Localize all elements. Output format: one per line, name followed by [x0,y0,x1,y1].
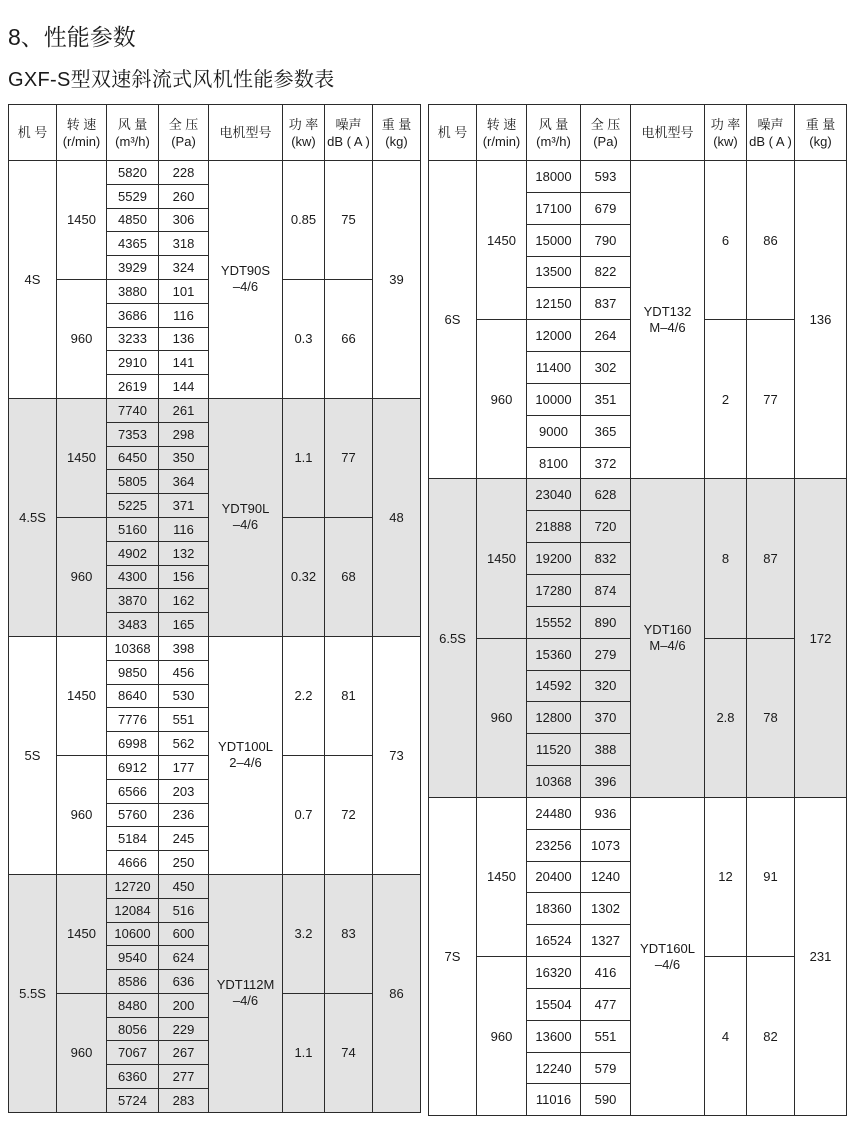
weight-cell: 48 [373,398,421,636]
speed-cell: 960 [477,957,527,1116]
column-header-label: 重 量 [381,116,412,132]
speed-cell: 960 [57,517,107,636]
pressure-cell: 1240 [581,861,631,893]
pressure-cell: 450 [159,874,209,898]
airflow-cell: 4902 [107,541,159,565]
airflow-cell: 18000 [527,161,581,193]
airflow-cell: 5160 [107,517,159,541]
airflow-cell: 12720 [107,874,159,898]
pressure-cell: 320 [581,670,631,702]
airflow-cell: 5225 [107,494,159,518]
pressure-cell: 141 [159,351,209,375]
airflow-cell: 10368 [527,766,581,798]
airflow-cell: 17280 [527,574,581,606]
pressure-cell: 177 [159,755,209,779]
airflow-cell: 19200 [527,543,581,575]
table-row [9,398,421,422]
airflow-cell: 8480 [107,993,159,1017]
performance-table-left [8,104,421,1113]
speed-cell: 1450 [477,797,527,956]
airflow-cell: 7776 [107,708,159,732]
pressure-cell: 279 [581,638,631,670]
airflow-cell: 5724 [107,1089,159,1113]
pressure-cell: 283 [159,1089,209,1113]
airflow-cell: 12084 [107,898,159,922]
column-header-label: 转 速 [486,116,517,132]
pressure-cell: 156 [159,565,209,589]
airflow-cell: 8100 [527,447,581,479]
pressure-cell: 416 [581,957,631,989]
airflow-cell: 24480 [527,797,581,829]
column-header [429,105,477,161]
column-header [705,105,747,161]
airflow-cell: 5760 [107,803,159,827]
pressure-cell: 302 [581,352,631,384]
column-header-unit: (kw) [713,133,738,149]
motor-model-cell: YDT160 M–4/6 [631,479,705,797]
pressure-cell: 116 [159,303,209,327]
pressure-cell: 132 [159,541,209,565]
noise-cell: 86 [747,161,795,320]
airflow-cell: 5184 [107,827,159,851]
column-header [631,105,705,161]
airflow-cell: 5805 [107,470,159,494]
speed-cell: 960 [57,755,107,874]
airflow-cell: 3233 [107,327,159,351]
pressure-cell: 936 [581,797,631,829]
pressure-cell: 396 [581,766,631,798]
airflow-cell: 6450 [107,446,159,470]
power-cell: 12 [705,797,747,956]
table-row [429,161,847,193]
airflow-cell: 7067 [107,1041,159,1065]
airflow-cell: 7353 [107,422,159,446]
column-header-unit: (r/min) [62,133,101,149]
airflow-cell: 6998 [107,732,159,756]
power-cell: 2.8 [705,638,747,797]
pressure-cell: 260 [159,184,209,208]
airflow-cell: 15552 [527,606,581,638]
column-header-unit: (r/min) [482,133,521,149]
pressure-cell: 628 [581,479,631,511]
speed-cell: 1450 [57,161,107,280]
airflow-cell: 3483 [107,613,159,637]
column-header [795,105,847,161]
speed-cell: 1450 [57,874,107,993]
pressure-cell: 832 [581,543,631,575]
column-header [283,105,325,161]
performance-table-right [428,104,847,1116]
airflow-cell: 9850 [107,660,159,684]
column-header [57,105,107,161]
power-cell: 8 [705,479,747,638]
airflow-cell: 16320 [527,957,581,989]
column-header-label: 机 号 [437,125,468,140]
column-header-label: 电机型号 [219,125,272,140]
airflow-cell: 20400 [527,861,581,893]
header-row [9,105,421,161]
column-header [477,105,527,161]
column-header-label: 全 压 [168,116,199,132]
pressure-cell: 720 [581,511,631,543]
pressure-cell: 874 [581,574,631,606]
column-header-label: 风 量 [538,116,569,132]
speed-cell: 960 [57,279,107,398]
table-title: GXF-S型双速斜流式风机性能参数表 [8,69,335,91]
fan-model-cell: 6.5S [429,479,477,797]
noise-cell: 78 [747,638,795,797]
column-header-label: 电机型号 [641,125,694,140]
noise-cell: 83 [325,874,373,993]
speed-cell: 1450 [477,161,527,320]
pressure-cell: 351 [581,383,631,415]
pressure-cell: 579 [581,1052,631,1084]
pressure-cell: 371 [159,494,209,518]
fan-model-cell: 4S [9,161,57,399]
power-cell: 3.2 [283,874,325,993]
column-header-label: 噪声 [335,116,362,132]
column-header [209,105,283,161]
airflow-cell: 10000 [527,383,581,415]
airflow-cell: 8586 [107,970,159,994]
pressure-cell: 228 [159,161,209,185]
power-cell: 0.85 [283,161,325,280]
table-row [9,161,421,185]
column-header-label: 转 速 [66,116,97,132]
airflow-cell: 6360 [107,1065,159,1089]
pressure-cell: 370 [581,702,631,734]
airflow-cell: 11520 [527,734,581,766]
noise-cell: 75 [325,161,373,280]
pressure-cell: 456 [159,660,209,684]
pressure-cell: 790 [581,224,631,256]
airflow-cell: 11016 [527,1084,581,1116]
pressure-cell: 822 [581,256,631,288]
motor-model-cell: YDT90L –4/6 [209,398,283,636]
airflow-cell: 2619 [107,375,159,399]
airflow-cell: 15360 [527,638,581,670]
pressure-cell: 203 [159,779,209,803]
power-cell: 0.3 [283,279,325,398]
column-header-label: 机 号 [17,125,48,140]
power-cell: 0.7 [283,755,325,874]
pressure-cell: 1302 [581,893,631,925]
column-header-label: 风 量 [117,116,148,132]
noise-cell: 72 [325,755,373,874]
pressure-cell: 264 [581,320,631,352]
airflow-cell: 21888 [527,511,581,543]
weight-cell: 39 [373,161,421,399]
column-header-unit: (kg) [385,133,408,149]
column-header-unit: (Pa) [171,133,196,149]
column-header [159,105,209,161]
motor-model-cell: YDT100L 2–4/6 [209,636,283,874]
airflow-cell: 4666 [107,851,159,875]
column-header [373,105,421,161]
pressure-cell: 245 [159,827,209,851]
airflow-cell: 3870 [107,589,159,613]
pressure-cell: 562 [159,732,209,756]
noise-cell: 91 [747,797,795,956]
airflow-cell: 4365 [107,232,159,256]
column-header [107,105,159,161]
weight-cell: 86 [373,874,421,1112]
pressure-cell: 116 [159,517,209,541]
airflow-cell: 3880 [107,279,159,303]
pressure-cell: 277 [159,1065,209,1089]
pressure-cell: 1327 [581,925,631,957]
pressure-cell: 350 [159,446,209,470]
airflow-cell: 4850 [107,208,159,232]
power-cell: 6 [705,161,747,320]
airflow-cell: 18360 [527,893,581,925]
pressure-cell: 365 [581,415,631,447]
pressure-cell: 236 [159,803,209,827]
airflow-cell: 10600 [107,922,159,946]
speed-cell: 960 [477,638,527,797]
airflow-cell: 8056 [107,1017,159,1041]
pressure-cell: 516 [159,898,209,922]
column-header-label: 功 率 [288,116,319,132]
pressure-cell: 144 [159,375,209,399]
airflow-cell: 15000 [527,224,581,256]
airflow-cell: 13600 [527,1020,581,1052]
fan-model-cell: 5.5S [9,874,57,1112]
pressure-cell: 530 [159,684,209,708]
pressure-cell: 600 [159,922,209,946]
noise-cell: 87 [747,479,795,638]
speed-cell: 960 [57,993,107,1112]
pressure-cell: 624 [159,946,209,970]
airflow-cell: 16524 [527,925,581,957]
noise-cell: 77 [325,398,373,517]
pressure-cell: 477 [581,988,631,1020]
motor-model-cell: YDT112M –4/6 [209,874,283,1112]
pressure-cell: 372 [581,447,631,479]
power-cell: 4 [705,957,747,1116]
pressure-cell: 318 [159,232,209,256]
weight-cell: 136 [795,161,847,479]
pressure-cell: 590 [581,1084,631,1116]
airflow-cell: 11400 [527,352,581,384]
pressure-cell: 306 [159,208,209,232]
airflow-cell: 6566 [107,779,159,803]
power-cell: 1.1 [283,398,325,517]
column-header-unit: (m³/h) [115,133,150,149]
noise-cell: 68 [325,517,373,636]
airflow-cell: 2910 [107,351,159,375]
airflow-cell: 5529 [107,184,159,208]
column-header [9,105,57,161]
noise-cell: 82 [747,957,795,1116]
noise-cell: 66 [325,279,373,398]
table-row [9,636,421,660]
airflow-cell: 5820 [107,161,159,185]
header-row [429,105,847,161]
weight-cell: 231 [795,797,847,1115]
airflow-cell: 12150 [527,288,581,320]
page-title: 8、性能参数 [8,24,136,50]
speed-cell: 1450 [57,398,107,517]
fan-model-cell: 7S [429,797,477,1115]
pressure-cell: 324 [159,256,209,280]
airflow-cell: 3686 [107,303,159,327]
column-header-unit: (kg) [809,133,832,149]
fan-model-cell: 4.5S [9,398,57,636]
pressure-cell: 551 [159,708,209,732]
airflow-cell: 23256 [527,829,581,861]
pressure-cell: 1073 [581,829,631,861]
airflow-cell: 9000 [527,415,581,447]
motor-model-cell: YDT90S –4/6 [209,161,283,399]
pressure-cell: 229 [159,1017,209,1041]
pressure-cell: 890 [581,606,631,638]
table-row [9,874,421,898]
power-cell: 0.32 [283,517,325,636]
airflow-cell: 3929 [107,256,159,280]
pressure-cell: 298 [159,422,209,446]
airflow-cell: 12800 [527,702,581,734]
airflow-cell: 7740 [107,398,159,422]
column-header-unit: (Pa) [593,133,618,149]
pressure-cell: 679 [581,192,631,224]
column-header-label: 全 压 [590,116,621,132]
noise-cell: 74 [325,993,373,1112]
airflow-cell: 4300 [107,565,159,589]
fan-model-cell: 5S [9,636,57,874]
pressure-cell: 101 [159,279,209,303]
column-header [325,105,373,161]
airflow-cell: 12000 [527,320,581,352]
pressure-cell: 261 [159,398,209,422]
airflow-cell: 15504 [527,988,581,1020]
airflow-cell: 14592 [527,670,581,702]
column-header-label: 重 量 [805,116,836,132]
table-row [429,797,847,829]
power-cell: 2 [705,320,747,479]
speed-cell: 1450 [477,479,527,638]
airflow-cell: 23040 [527,479,581,511]
column-header [581,105,631,161]
speed-cell: 960 [477,320,527,479]
noise-cell: 77 [747,320,795,479]
table-row [429,479,847,511]
pressure-cell: 551 [581,1020,631,1052]
pressure-cell: 136 [159,327,209,351]
speed-cell: 1450 [57,636,107,755]
column-header-unit: dB ( A ) [749,133,792,149]
airflow-cell: 17100 [527,192,581,224]
column-header-unit: dB ( A ) [327,133,370,149]
pressure-cell: 200 [159,993,209,1017]
pressure-cell: 837 [581,288,631,320]
power-cell: 1.1 [283,993,325,1112]
column-header [527,105,581,161]
column-header-unit: (m³/h) [536,133,571,149]
power-cell: 2.2 [283,636,325,755]
column-header [747,105,795,161]
noise-cell: 81 [325,636,373,755]
airflow-cell: 10368 [107,636,159,660]
pressure-cell: 593 [581,161,631,193]
airflow-cell: 12240 [527,1052,581,1084]
airflow-cell: 8640 [107,684,159,708]
pressure-cell: 165 [159,613,209,637]
pressure-cell: 636 [159,970,209,994]
column-header-unit: (kw) [291,133,316,149]
fan-model-cell: 6S [429,161,477,479]
motor-model-cell: YDT132 M–4/6 [631,161,705,479]
airflow-cell: 6912 [107,755,159,779]
pressure-cell: 267 [159,1041,209,1065]
airflow-cell: 9540 [107,946,159,970]
pressure-cell: 398 [159,636,209,660]
airflow-cell: 13500 [527,256,581,288]
pressure-cell: 162 [159,589,209,613]
pressure-cell: 388 [581,734,631,766]
motor-model-cell: YDT160L –4/6 [631,797,705,1115]
column-header-label: 噪声 [757,116,784,132]
column-header-label: 功 率 [710,116,741,132]
pressure-cell: 364 [159,470,209,494]
pressure-cell: 250 [159,851,209,875]
weight-cell: 73 [373,636,421,874]
weight-cell: 172 [795,479,847,797]
